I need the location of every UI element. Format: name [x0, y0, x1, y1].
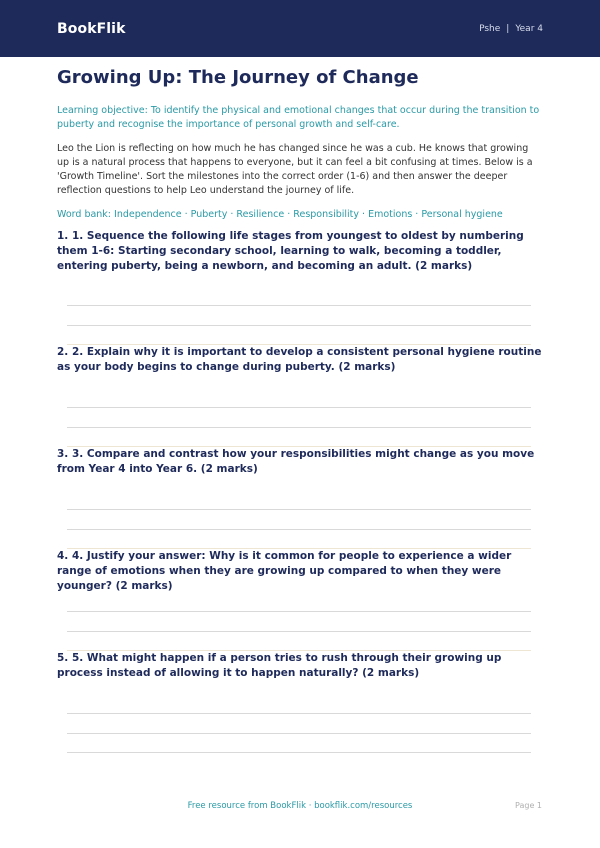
page-header [0, 0, 600, 57]
footer-link[interactable]: Free resource from BookFlik · bookflik.com/resources [187, 801, 413, 811]
word-bank: Word bank: Independence · Puberty · Resilience · Responsibility · Emotions · Personal hygiene [57, 209, 503, 220]
question-4 [57, 549, 543, 594]
page-title: Growing Up: The Journey of Change [57, 67, 419, 88]
question-4-text: 4. 4. Justify your answer: Why is it common for people to experience a wider range of emotions when they are growing up compared to when they were younger? (2 marks) [57, 550, 512, 592]
subject-label: Pshe [479, 23, 501, 34]
answer-line[interactable] [67, 631, 531, 632]
learning-objective: Learning objective: To identify the physical and emotional changes that occur during the transition to puberty and recognise the importance of personal growth and self-care. [57, 105, 540, 130]
answer-line[interactable] [67, 407, 531, 408]
question-3-text: 3. 3. Compare and contrast how your responsibilities might change as you move from Year 4 into Year 6. (2 marks) [57, 448, 535, 475]
year-label: Year 4 [515, 23, 543, 34]
answer-line[interactable] [67, 752, 531, 753]
page-number: Page 1 [515, 801, 542, 810]
question-1-text: 1. 1. Sequence the following life stages from youngest to oldest by numbering them 1-6: Starting secondary school, learning to walk, becoming a toddler, entering puberty, being a newborn, and becoming an adult. (2 marks) [57, 230, 524, 272]
answer-line[interactable] [67, 325, 531, 326]
question-2-text: 2. 2. Explain why it is important to develop a consistent personal hygiene routine as your body begins to change during puberty. (2 marks) [57, 346, 542, 373]
brand-logo[interactable]: BookFlik [57, 20, 126, 37]
answer-line[interactable] [67, 529, 531, 530]
question-5-text: 5. 5. What might happen if a person tries to rush through their growing up process instead of allowing it to happen naturally? (2 marks) [57, 652, 502, 679]
intro-paragraph: Leo the Lion is reflecting on how much he has changed since he was a cub. He knows that growing up is a natural process that happens to everyone, but it can feel a bit confusing at times. Below is a 'Growth Timeline'. Sort the milestones into the correct order (1-6) and then answer the deeper reflection questions to help Leo understand the journey of life. [57, 143, 533, 196]
question-1 [57, 229, 543, 274]
answer-line[interactable] [67, 611, 531, 612]
answer-line[interactable] [67, 305, 531, 306]
header-meta [479, 24, 543, 34]
question-5 [57, 651, 543, 681]
answer-line[interactable] [67, 427, 531, 428]
answer-line[interactable] [67, 713, 531, 714]
worksheet-intro [57, 65, 543, 222]
answer-line[interactable] [67, 733, 531, 734]
answer-line[interactable] [67, 509, 531, 510]
question-2 [57, 345, 543, 375]
meta-separator: | [506, 23, 510, 34]
page-footer [0, 801, 600, 815]
question-3 [57, 447, 543, 477]
